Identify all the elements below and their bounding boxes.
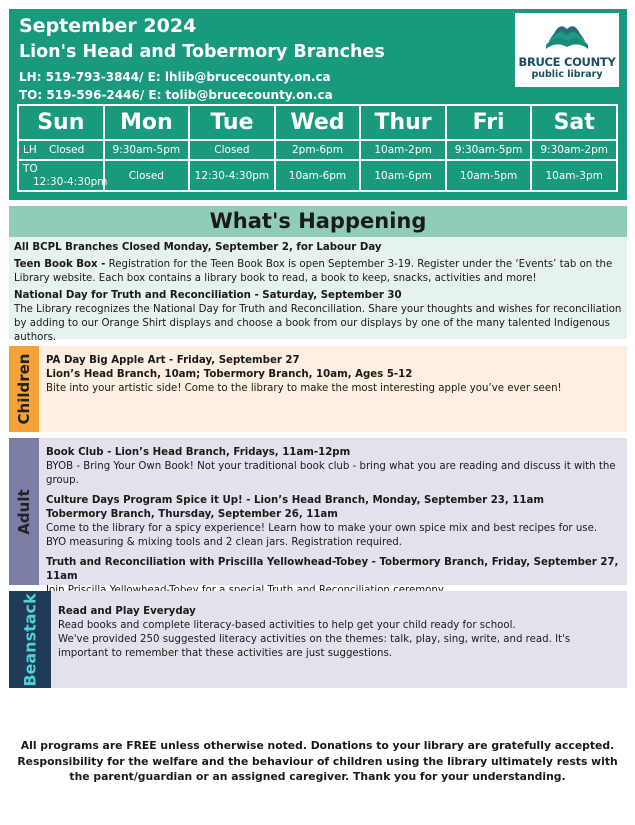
adult-content (39, 438, 627, 585)
culture-text: Come to the library for a spicy experience! Learn how to make your own spice mix and best recipes for use. BYO measuring & mixing tools and 2 clean jars. Registration required. (46, 523, 598, 548)
open-book-icon (542, 19, 592, 53)
to-hours-mon: Closed (104, 160, 190, 191)
library-logo (515, 13, 619, 87)
beanstack-tab (9, 591, 51, 688)
closure-notice: All BCPL Branches Closed Monday, September 2, for Labour Day (14, 242, 382, 253)
branches-title: Lion's Head and Tobermory Branches (19, 42, 385, 62)
day-header: Mon (104, 105, 190, 140)
children-event-text: Bite into your artistic side! Come to the library to make the most interesting apple you’ve ever seen! (46, 383, 562, 394)
beanstack-tab-label: Beanstack (20, 592, 40, 687)
culture-title-1: Culture Days Program Spice it Up! - Lion’s Head Branch, Monday, September 23, 11am (46, 495, 544, 506)
culture-days-item (46, 494, 620, 550)
lh-hours-sun (18, 140, 104, 160)
teen-title: Teen Book Box - (14, 259, 106, 270)
book-club-title: Book Club - Lion’s Head Branch, Fridays, 11am-12pm (46, 447, 351, 458)
header-banner (9, 9, 627, 200)
day-header: Fri (446, 105, 532, 140)
truth-day-item (14, 289, 622, 345)
children-tab-label: Children (15, 353, 33, 425)
beanstack-title: Read and Play Everyday (58, 606, 196, 617)
culture-title-2: Tobermory Branch, Thursday, September 26, 11am (46, 509, 338, 520)
month-title: September 2024 (19, 15, 197, 37)
children-tab (9, 346, 39, 432)
truth-ceremony-title: Truth and Reconciliation with Priscilla Yellowhead-Tobey - Tobermory Branch, Friday, September 27, 11am (46, 557, 619, 582)
day-header: Tue (189, 105, 275, 140)
lh-hours-mon: 9:30am-5pm (104, 140, 190, 160)
book-club-text: BYOB - Bring Your Own Book! Not your traditional book club - bring what you are reading and discuss it with the group. (46, 461, 616, 486)
adult-tab (9, 438, 39, 585)
to-hours-value: 12:30-4:30pm (33, 176, 108, 188)
lh-hours-fri: 9:30am-5pm (446, 140, 532, 160)
beanstack-section (9, 591, 627, 688)
book-club-item (46, 446, 620, 488)
lh-hours-wed: 2pm-6pm (275, 140, 361, 160)
day-header: Sat (531, 105, 617, 140)
teen-text: Registration for the Teen Book Box is open September 3-19. Register under the ‘Events’ tab on the Library website. Each box contains a library book to read, a book to keep, snacks, activities and more! (14, 259, 613, 284)
children-content (39, 346, 627, 432)
to-hours-sun (18, 160, 108, 191)
lh-hours-tue: Closed (189, 140, 275, 160)
to-hours-wed: 10am-6pm (275, 160, 361, 191)
whats-happening-body (9, 237, 627, 343)
day-header: Sun (18, 105, 104, 140)
adult-section (9, 438, 627, 585)
to-hours-tue: 12:30-4:30pm (189, 160, 275, 191)
to-contact: TO: 519-596-2446/ E: tolib@brucecounty.on.ca (19, 88, 333, 102)
lh-hours-value: Closed (49, 144, 85, 156)
lh-row-label: LH (23, 144, 37, 156)
to-hours-fri: 10am-5pm (446, 160, 532, 191)
hours-table (17, 104, 618, 192)
logo-subtitle: public library (531, 69, 603, 80)
to-hours-sat: 10am-3pm (531, 160, 617, 191)
logo-wordmark: BRUCE COUNTY (518, 55, 616, 69)
teen-book-box-item (14, 258, 622, 286)
beanstack-content (51, 591, 627, 688)
lh-hours-thur: 10am-2pm (360, 140, 446, 160)
adult-tab-label: Adult (15, 488, 33, 535)
whats-happening-heading: What's Happening (9, 206, 627, 237)
children-section (9, 346, 627, 432)
lh-contact: LH: 519-793-3844/ E: lhlib@brucecounty.on.ca (19, 70, 331, 84)
beanstack-text-1: Read books and complete literacy-based activities to help get your child ready for school. (58, 620, 516, 631)
beanstack-text-2: We've provided 250 suggested literacy activities on the themes: talk, play, sing, write, and read. It's important to remember that these activities are just suggestions. (58, 634, 571, 659)
lh-hours-sat: 9:30am-2pm (531, 140, 617, 160)
truth-day-title: National Day for Truth and Reconciliation - Saturday, September 30 (14, 290, 402, 301)
footer-notice: All programs are FREE unless otherwise noted. Donations to your library are gratefully accepted. Responsibility for the welfare and the behaviour of children using the library ultimately rests with the parent/guardian or an assigned caregiver. Thank you for your understanding. (17, 739, 618, 783)
to-row-label: TO (23, 163, 38, 175)
children-event-location: Lion’s Head Branch, 10am; Tobermory Branch, 10am, Ages 5-12 (46, 369, 413, 380)
truth-day-text: The Library recognizes the National Day for Truth and Reconciliation. Share your thoughts and wishes for reconciliation by adding to our Orange Shirt displays and choose a book from our displays by one of the many talented Indigenous authors. (14, 304, 622, 343)
to-hours-thur: 10am-6pm (360, 160, 446, 191)
day-header: Wed (275, 105, 361, 140)
day-header: Thur (360, 105, 446, 140)
children-event-title: PA Day Big Apple Art - Friday, September 27 (46, 355, 300, 366)
